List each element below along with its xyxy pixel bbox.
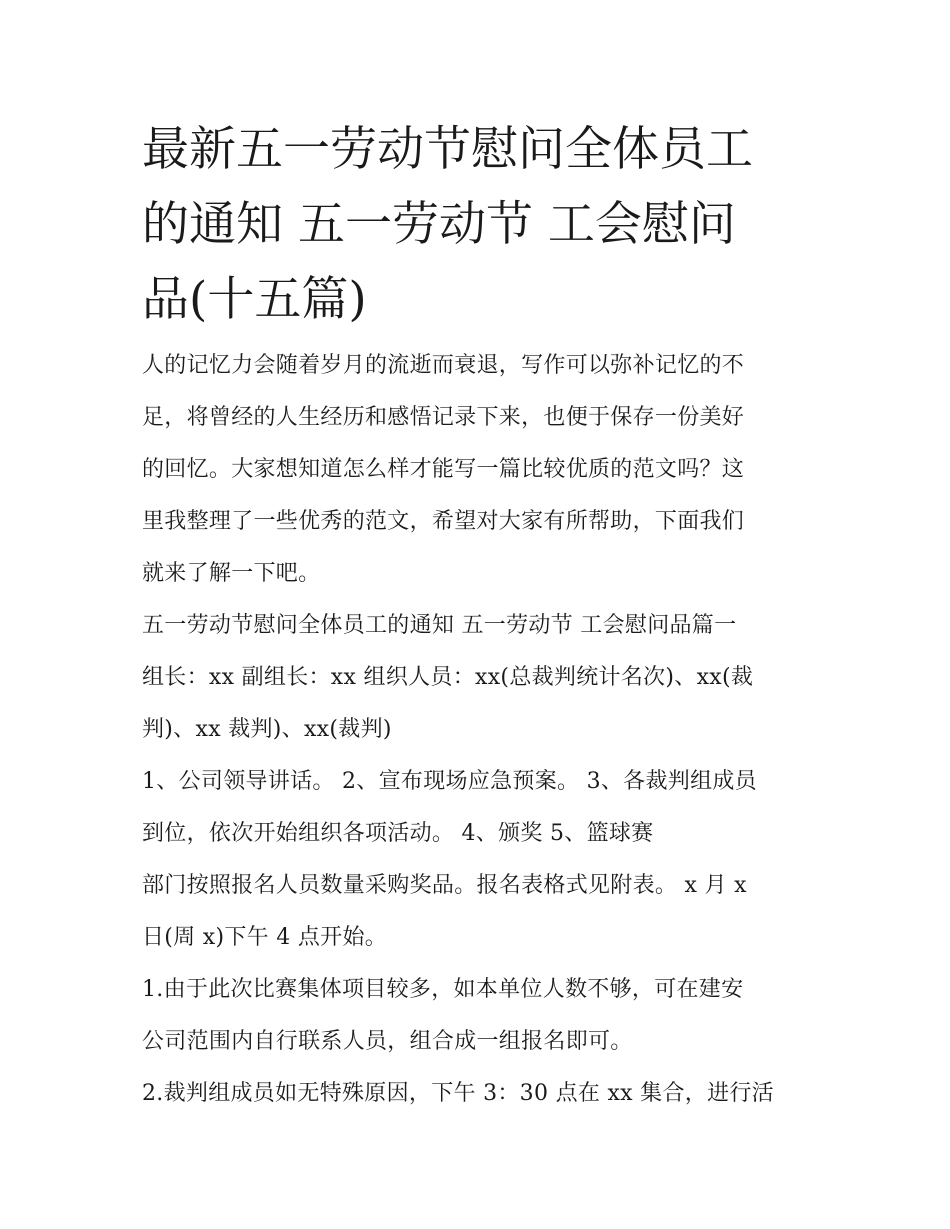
body-line-3: 的回忆。大家想知道怎么样才能写一篇比较优质的范文吗？这 [142, 457, 745, 482]
body-line-12: 日(周 x)下午 4 点开始。 [142, 925, 388, 950]
body-line-14: 公司范围内自行联系人员，组合成一组报名即可。 [142, 1029, 633, 1054]
body-line-2: 足，将曾经的人生经历和感悟记录下来，也便于保存一份美好 [142, 405, 745, 430]
document-page [142, 112, 814, 1120]
section-heading: 五一劳动节慰问全体员工的通知 五一劳动节 工会慰问品篇一 [142, 613, 737, 638]
body-line-10: 到位，依次开始组织各项活动。 4、颁奖 5、篮球赛 [142, 821, 654, 846]
body-line-9: 1、公司领导讲话。 2、宣布现场应急预案。 3、各裁判组成员 [142, 769, 757, 794]
document-body [142, 340, 814, 1120]
title-line-3: 品(十五篇) [142, 272, 367, 327]
body-line-4: 里我整理了一些优秀的范文，希望对大家有所帮助，下面我们 [142, 509, 745, 534]
body-line-5: 就来了解一下吧。 [142, 561, 321, 586]
body-line-13: 1.由于此次比赛集体项目较多，如本单位人数不够，可在建安 [142, 977, 744, 1002]
body-line-15: 2.裁判组成员如无特殊原因，下午 3：30 点在 xx 集合，进行活 [142, 1081, 774, 1106]
body-line-7: 组长：xx 副组长：xx 组织人员：xx(总裁判统计名次)、xx(裁 [142, 665, 754, 690]
title-line-2: 的通知 五一劳动节 工会慰问 [142, 197, 736, 252]
body-line-1: 人的记忆力会随着岁月的流逝而衰退，写作可以弥补记忆的不 [142, 353, 745, 378]
document-title [142, 112, 814, 337]
title-line-1: 最新五一劳动节慰问全体员工 [142, 122, 753, 177]
body-line-11: 部门按照报名人员数量采购奖品。报名表格式见附表。 x 月 x [142, 873, 747, 898]
body-line-8: 判)、xx 裁判)、xx(裁判) [142, 717, 392, 742]
